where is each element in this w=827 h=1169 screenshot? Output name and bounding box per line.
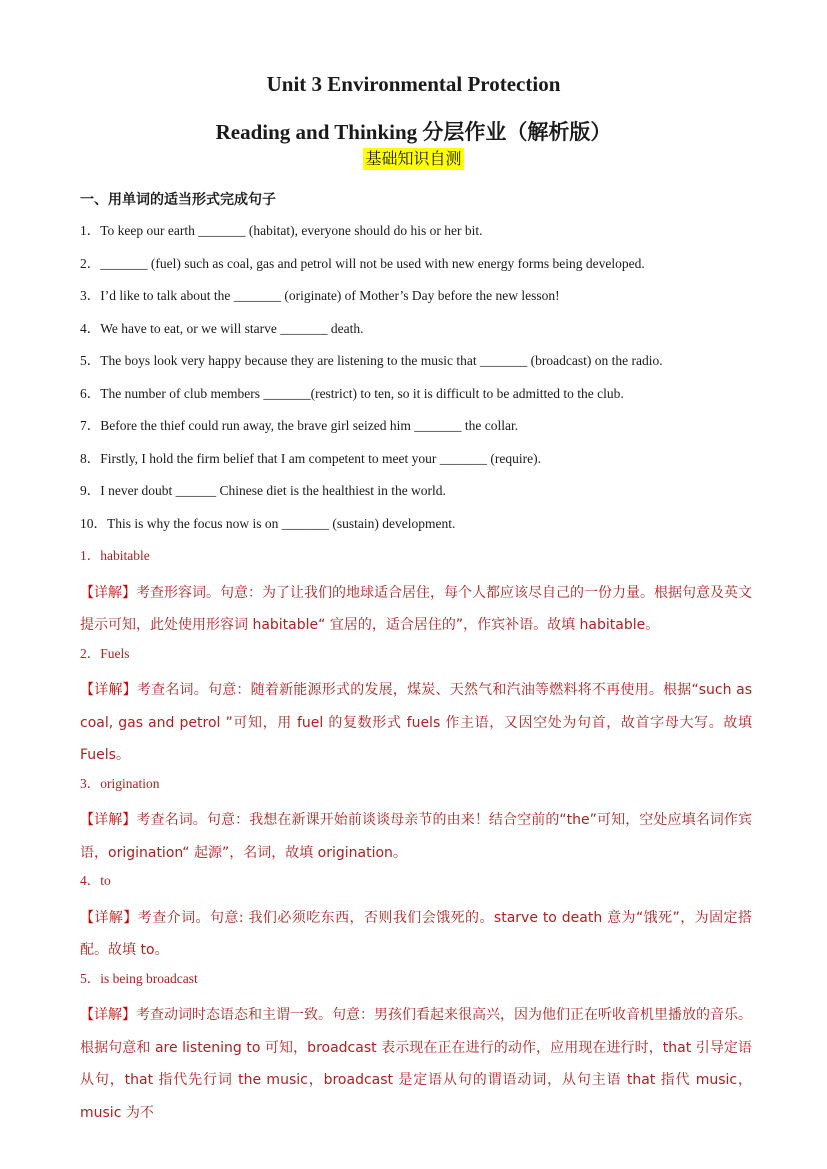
answer-explanation [80,902,752,967]
answer-block [80,544,752,642]
section-heading: 一、用单词的适当形式完成句子 [80,192,276,208]
question-item: 10．This is why the focus now is on _______ (sustain) development. [80,515,456,531]
question-item: 6．The number of club members _______(restrict) to ten, so it is difficult to be admitted to the club. [80,385,624,401]
question-item: 8．Firstly, I hold the firm belief that I am competent to meet your _______ (require). [80,450,542,466]
detail-text: 考查名词。句意：随着新能源形式的发展，煤炭、天然气和汽油等燃料将不再使用。根据“such as coal, gas and petrol ”可知，用 fuel 的复数形式 fuels 作主语，又因空处为句首，故首字母大写。故填 Fuels。 [80,682,753,763]
answer-explanation [80,674,752,772]
answer-label: 5．is being broadcast [80,970,198,986]
detail-tag: 【详解】 [80,812,137,828]
question-item: 3．I’d like to talk about the _______ (originate) of Mother’s Day before the new lesson! [80,288,560,303]
answer-block [80,869,752,967]
detail-text: 考查名词。句意：我想在新课开始前谈谈母亲节的由来！结合空前的“the”可知，空处应填名词作宾语，origination“ 起源”，名词，故填 origination。 [80,812,752,861]
question-item: 5．The boys look very happy because they are listening to the music that _______ (broadcast) on the radio. [80,353,663,368]
detail-text: 考查介词。句意: 我们必须吃东西，否则我们会饿死的。starve to death 意为“饿死”，为固定搭配。故填 to。 [80,909,752,958]
document-title: Unit 3 Environmental Protection [266,72,561,96]
answer-block [80,642,752,772]
answer-label: 2．Fuels [80,645,130,661]
detail-text: 考查形容词。句意：为了让我们的地球适合居住，每个人都应该尽自己的一份力量。根据句意及英文提示可知，此处使用形容词 habitable“ 宜居的，适合居住的”，作宾补语。故填 habitable。 [80,584,752,633]
question-item: 4．We have to eat, or we will starve _______ death. [80,320,364,336]
question-item: 9．I never doubt ______ Chinese diet is the healthiest in the world. [80,483,446,498]
question-item: 2．_______ (fuel) such as coal, gas and petrol will not be used with new energy forms being developed. [80,255,645,271]
question-item: 7．Before the thief could run away, the brave girl seized him _______ the collar. [80,418,519,433]
detail-text: 考查动词时态语态和主谓一致。句意：男孩们看起来很高兴，因为他们正在听收音机里播放的音乐。根据句意和 are listening to 可知，broadcast 表示现在正在进行的动作，应用现在进行时，that 引导定语从句，that 指代先行词 the music，broadcast 是定语从句的谓语动词，从句主语 that 指代 music，music 为不 [80,1007,752,1121]
question-list [80,219,760,544]
answer-label: 4．to [80,873,111,888]
answer-explanation [80,577,752,642]
document-subtitle: Reading and Thinking 分层作业（解析版） [215,120,612,144]
question-item: 1．To keep our earth _______ (habitat), everyone should do his or her bit. [80,223,483,238]
answer-block [80,967,752,1130]
detail-tag: 【详解】 [80,1007,136,1023]
answer-label: 3．origination [80,775,160,791]
detail-tag: 【详解】 [80,584,136,601]
answer-explanation [80,804,752,869]
answer-section [80,544,752,1129]
highlighted-label: 基础知识自测 [365,149,462,168]
highlight-wrapper [0,148,827,170]
answer-label: 1．habitable [80,548,150,563]
detail-tag: 【详解】 [80,909,138,926]
detail-tag: 【详解】 [80,682,137,698]
answer-block [80,772,752,870]
answer-explanation [80,999,752,1129]
